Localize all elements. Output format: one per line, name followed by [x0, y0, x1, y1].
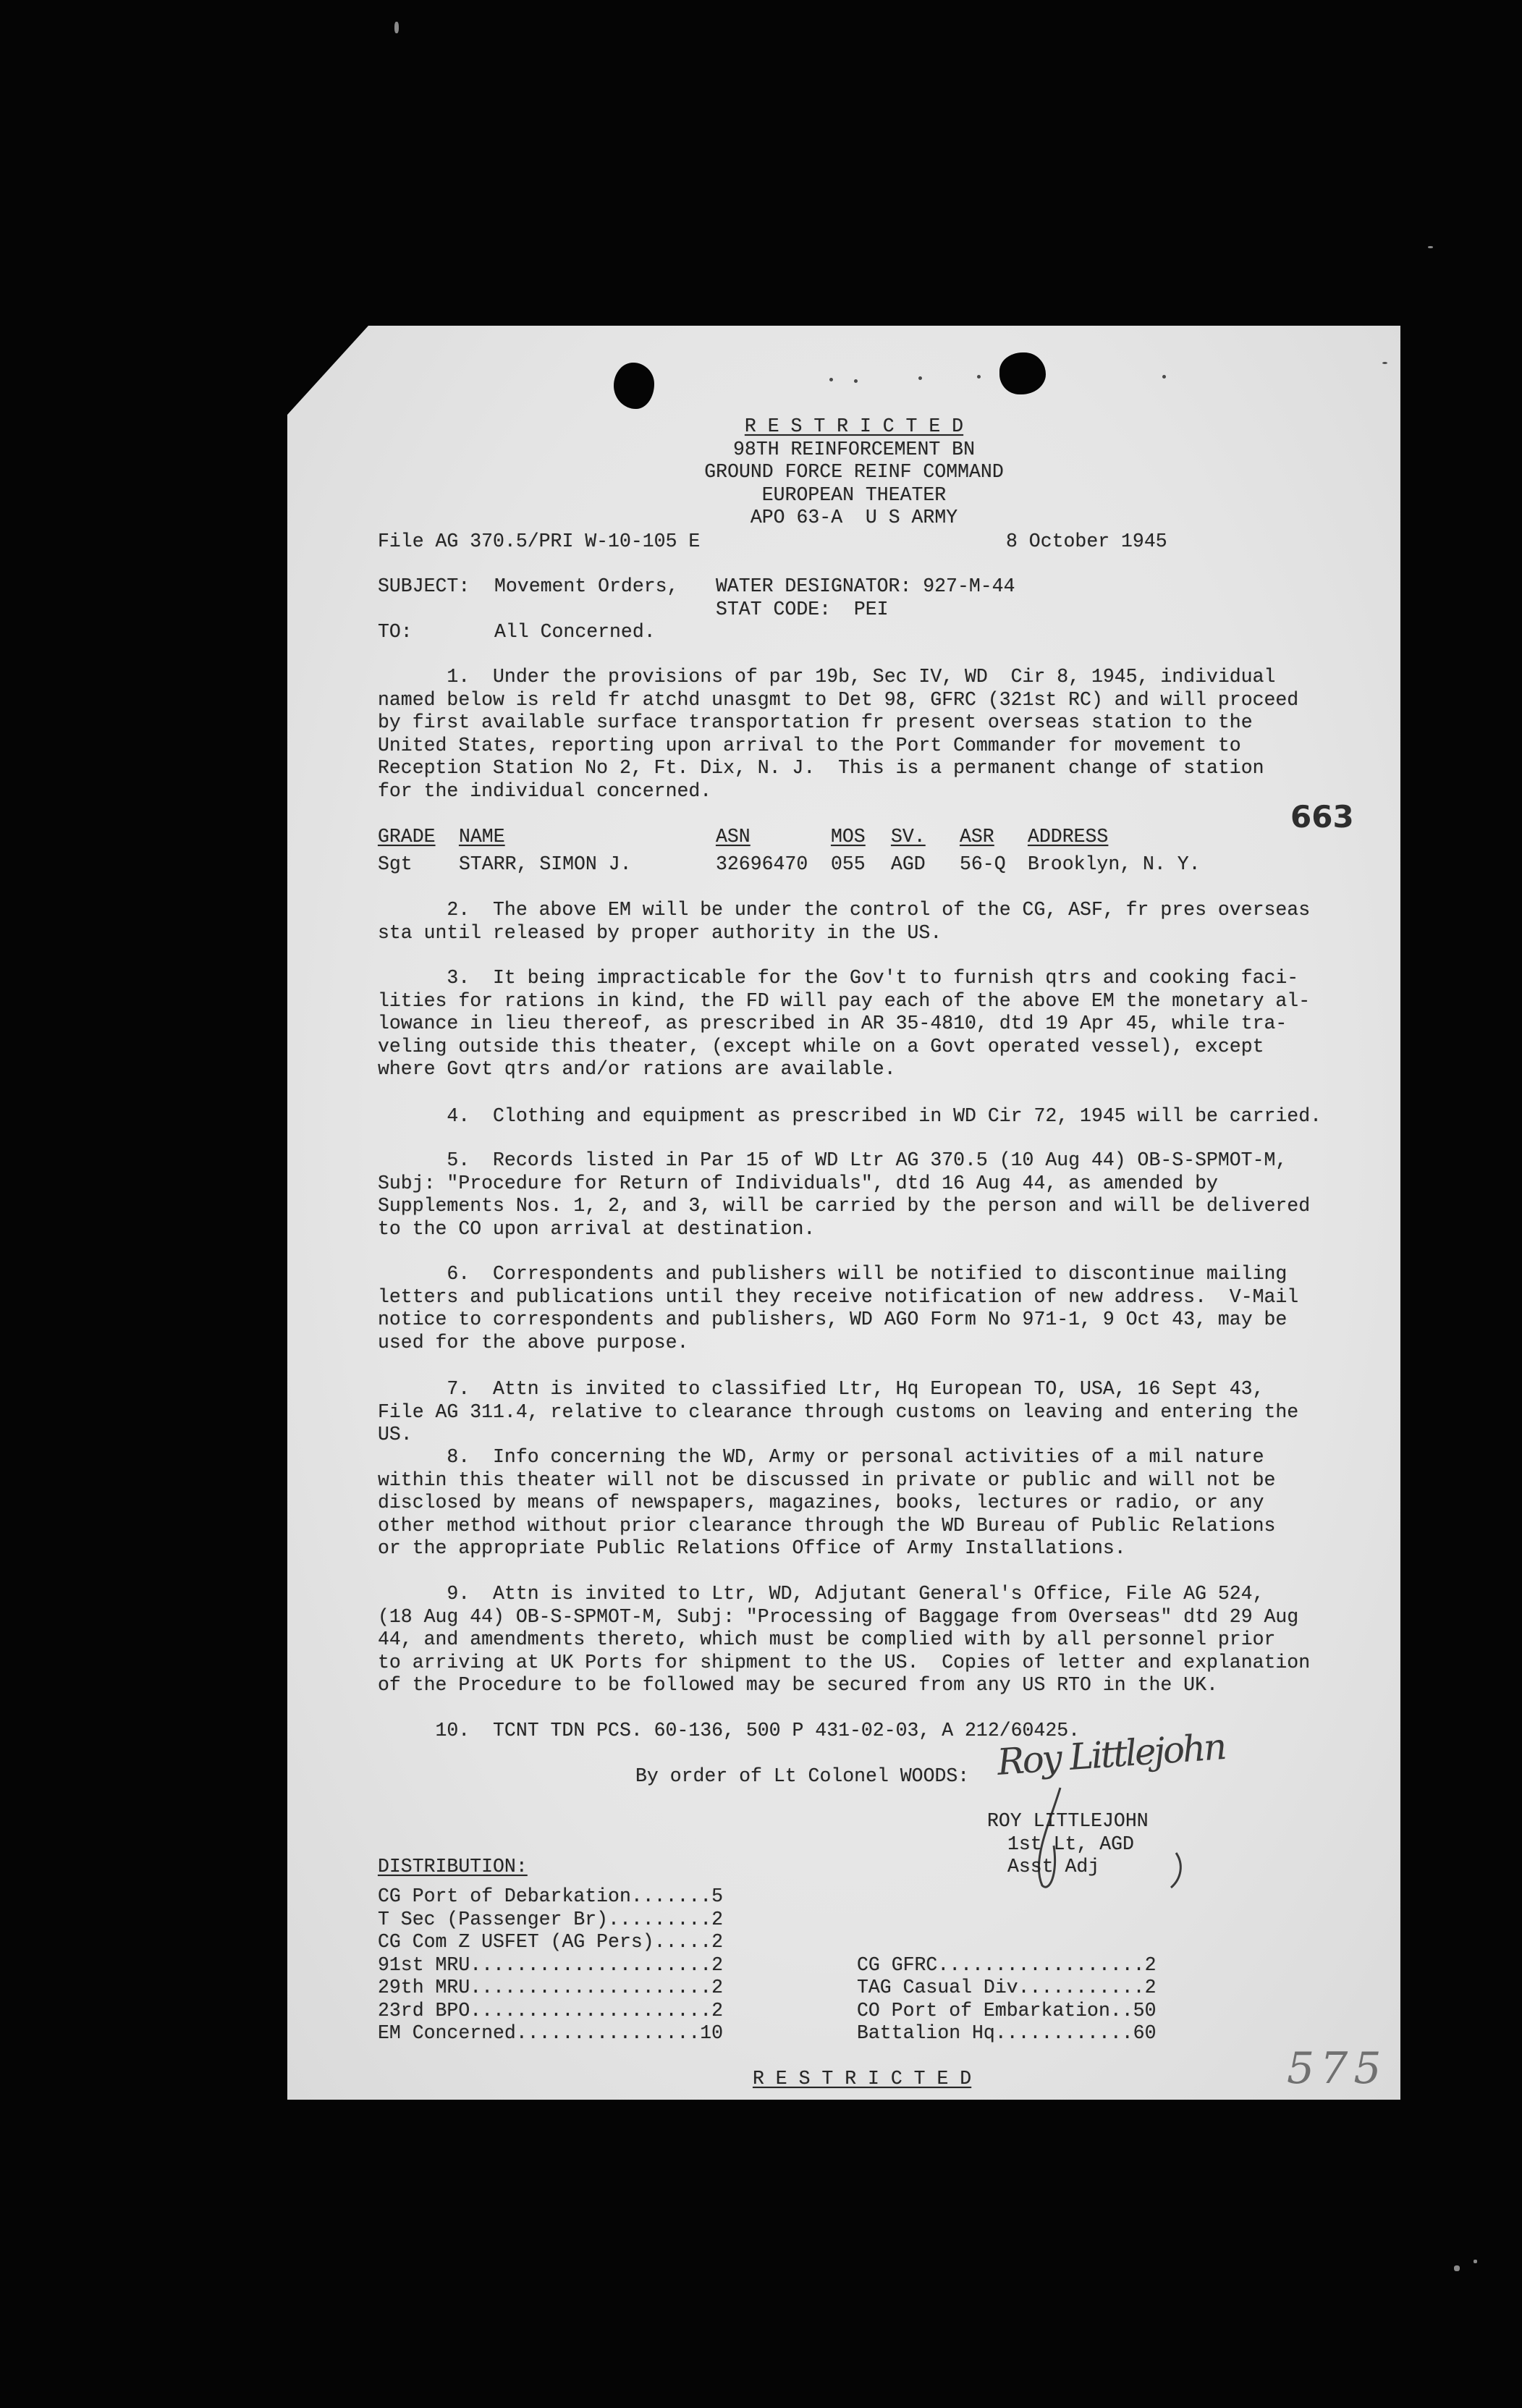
unit-name: 98TH REINFORCEMENT BN: [733, 438, 975, 460]
roster-header-sv: SV.: [891, 826, 926, 848]
paragraph-line: to arriving at UK Ports for shipment to the US. Copies of letter and explanation: [378, 1651, 1311, 1673]
distribution-item: CG Port of Debarkation.......5: [378, 1885, 724, 1907]
paragraph-line: to the CO upon arrival at destination.: [378, 1217, 816, 1240]
paragraph-line: 2. The above EM will be under the control of the CG, ASF, fr pres overseas: [447, 899, 1311, 921]
paragraph-line: Supplements Nos. 1, 2, and 3, will be carried by the person and will be delivered: [378, 1195, 1311, 1217]
roster-cell-asn: 32696470: [716, 853, 808, 875]
roster-header-asn: ASN: [716, 826, 751, 848]
paragraph-line: US.: [378, 1424, 413, 1445]
punch-hole: [999, 352, 1046, 394]
signatory-title: Asst Adj: [1007, 1856, 1100, 1877]
roster-cell-mos: 055: [831, 853, 866, 875]
roster-cell-name: STARR, SIMON J.: [459, 853, 632, 875]
paragraph-9: [378, 1583, 1310, 1697]
speck: [1428, 246, 1433, 248]
distribution-item: CG GFRC..................2: [857, 1953, 1157, 1976]
distribution-item: EM Concerned................10: [378, 2022, 724, 2044]
paragraph-line: veling outside this theater, (except while on a Govt operated vessel), except: [378, 1035, 1264, 1057]
punch-hole: [614, 363, 654, 409]
handwritten-signature: Roy Littlejohn: [995, 1725, 1227, 1783]
paragraph-line: United States, reporting upon arrival to the Port Commander for movement to: [378, 734, 1241, 756]
distribution-heading: DISTRIBUTION:: [378, 1856, 528, 1877]
paragraph-line: 4. Clothing and equipment as prescribed in WD Cir 72, 1945 will be carried.: [447, 1105, 1322, 1127]
paragraph-line: 8. Info concerning the WD, Army or personal activities of a mil nature: [447, 1446, 1264, 1468]
signatory-name: ROY LITTLEJOHN: [987, 1810, 1149, 1832]
roster-header-grade: GRADE: [378, 826, 436, 848]
paragraph-line: 10. TCNT TDN PCS. 60-136, 500 P 431-02-03, A 212/60425.: [435, 1720, 1081, 1741]
letterhead: [637, 415, 1071, 530]
paragraph-line: (18 Aug 44) OB-S-SPMOT-M, Subj: "Processing of Baggage from Overseas" dtd 29 Aug: [378, 1605, 1299, 1628]
subject-label: SUBJECT:: [378, 575, 470, 597]
paragraph-line: used for the above purpose.: [378, 1331, 689, 1353]
distribution-item: 29th MRU.....................2: [378, 1977, 724, 1998]
distribution-item: CG Com Z USFET (AG Pers).....2: [378, 1931, 724, 1953]
footer-classification-marking: R E S T R I C T E D: [753, 2068, 972, 2090]
ink-dot: [977, 375, 981, 379]
paragraph-line: lities for rations in kind, the FD will pay each of the above EM the monetary al-: [378, 989, 1311, 1012]
signature-stroke: [1171, 1853, 1180, 1888]
by-order-line: By order of Lt Colonel WOODS:: [635, 1765, 970, 1787]
paragraph-line: 9. Attn is invited to Ltr, WD, Adjutant General's Office, File AG 524,: [447, 1583, 1264, 1605]
paragraph-10: [378, 1720, 1080, 1743]
signatory-rank: 1st Lt, AGD: [1007, 1833, 1134, 1855]
water-designator: WATER DESIGNATOR: 927-M-44: [716, 575, 1015, 597]
paragraph-7: [378, 1378, 1298, 1447]
speck: [1474, 2260, 1477, 2263]
ink-dot: [1382, 362, 1387, 364]
document-date: 8 October 1945: [1006, 531, 1167, 552]
roster-header-name: NAME: [459, 826, 505, 848]
paragraph-line: File AG 311.4, relative to clearance through customs on leaving and entering the: [378, 1401, 1299, 1423]
paragraph-line: Subj: "Procedure for Return of Individuals", dtd 16 Aug 44, as amended by: [378, 1172, 1218, 1194]
paragraph-line: 3. It being impracticable for the Gov't to furnish qtrs and cooking faci-: [447, 967, 1299, 989]
paragraph-line: within this theater will not be discussed in private or public and will not be: [378, 1469, 1276, 1491]
paragraph-line: 7. Attn is invited to classified Ltr, Hq European TO, USA, 16 Sept 43,: [447, 1378, 1264, 1400]
to-value: All Concerned.: [494, 621, 656, 643]
paragraph-line: lowance in lieu thereof, as prescribed in AR 35-4810, dtd 19 Apr 45, while tra-: [378, 1013, 1288, 1034]
subject-value: Movement Orders,: [494, 575, 679, 597]
paragraph-line: 5. Records listed in Par 15 of WD Ltr AG 370.5 (10 Aug 44) OB-S-SPMOT-M,: [447, 1149, 1288, 1171]
file-reference: File AG 370.5/PRI W-10-105 E: [378, 531, 701, 552]
paragraph-line: 44, and amendments thereto, which must be complied with by all personnel prior: [378, 1628, 1276, 1650]
roster-cell-asr: 56-Q: [960, 853, 1006, 875]
speck: [394, 22, 399, 33]
paragraph-line: letters and publications until they receive notification of new address. V-Mail: [378, 1285, 1299, 1308]
distribution-item: T Sec (Passenger Br).........2: [378, 1908, 724, 1930]
distribution-item: CO Port of Embarkation..50: [857, 1999, 1157, 2022]
classification-marking: R E S T R I C T E D: [744, 415, 964, 437]
paragraph-line: sta until released by proper authority in the US.: [378, 921, 942, 944]
paragraph-line: by first available surface transportation fr present overseas station to the: [378, 711, 1253, 733]
paragraph-line: where Govt qtrs and/or rations are available.: [378, 1058, 896, 1080]
paragraph-8: [378, 1446, 1275, 1560]
ink-dot: [1162, 375, 1166, 379]
to-label: TO:: [378, 621, 413, 643]
paragraph-6: [378, 1263, 1298, 1354]
paragraph-4: [378, 1105, 1322, 1128]
roster-header-address: ADDRESS: [1028, 826, 1109, 848]
paragraph-1: [378, 666, 1298, 803]
speck: [1454, 2265, 1460, 2271]
stat-code: STAT CODE: PEI: [716, 598, 889, 620]
paragraph-line: for the individual concerned.: [378, 780, 712, 802]
paragraph-2: [378, 899, 1310, 945]
ink-dot: [918, 376, 922, 380]
roster-cell-sv: AGD: [891, 853, 926, 875]
theater-name: EUROPEAN THEATER: [761, 483, 947, 506]
roster-header-mos: MOS: [831, 826, 866, 848]
paragraph-line: notice to correspondents and publishers, WD AGO Form No 971-1, 9 Oct 43, may be: [378, 1309, 1288, 1330]
apo-line: APO 63-A U S ARMY: [750, 507, 958, 528]
roster-cell-address: Brooklyn, N. Y.: [1028, 853, 1201, 875]
paragraph-line: 6. Correspondents and publishers will be notified to discontinue mailing: [447, 1263, 1288, 1285]
paragraph-line: of the Procedure to be followed may be secured from any US RTO in the UK.: [378, 1674, 1218, 1696]
distribution-left-column: [378, 1885, 723, 2045]
paragraph-3: [378, 967, 1310, 1081]
distribution-item: Battalion Hq............60: [857, 2022, 1157, 2044]
distribution-item: 91st MRU.....................2: [378, 1953, 724, 1976]
distribution-item: 23rd BPO.....................2: [378, 1999, 724, 2022]
ink-dot: [854, 379, 858, 383]
paragraph-line: 1. Under the provisions of par 19b, Sec IV, WD Cir 8, 1945, individual: [447, 666, 1276, 688]
distribution-right-column: [857, 1954, 1156, 2045]
paragraph-line: named below is reld fr atchd unasgmt to Det 98, GFRC (321st RC) and will proceed: [378, 688, 1299, 711]
paragraph-line: other method without prior clearance through the WD Bureau of Public Relations: [378, 1514, 1276, 1537]
roster-cell-grade: Sgt: [378, 853, 413, 875]
paragraph-line: Reception Station No 2, Ft. Dix, N. J. This is a permanent change of station: [378, 757, 1264, 779]
handwritten-folio-number: 575: [1287, 2043, 1387, 2094]
handwritten-margin-number: 663: [1290, 799, 1354, 835]
paragraph-5: [378, 1149, 1310, 1241]
distribution-item: TAG Casual Div...........2: [857, 1977, 1157, 1998]
paragraph-line: or the appropriate Public Relations Office of Army Installations.: [378, 1537, 1126, 1559]
ink-dot: [829, 378, 833, 381]
command-name: GROUND FORCE REINF COMMAND: [704, 461, 1004, 483]
roster-header-asr: ASR: [960, 826, 994, 848]
paragraph-line: disclosed by means of newspapers, magazines, books, lectures or radio, or any: [378, 1492, 1264, 1513]
